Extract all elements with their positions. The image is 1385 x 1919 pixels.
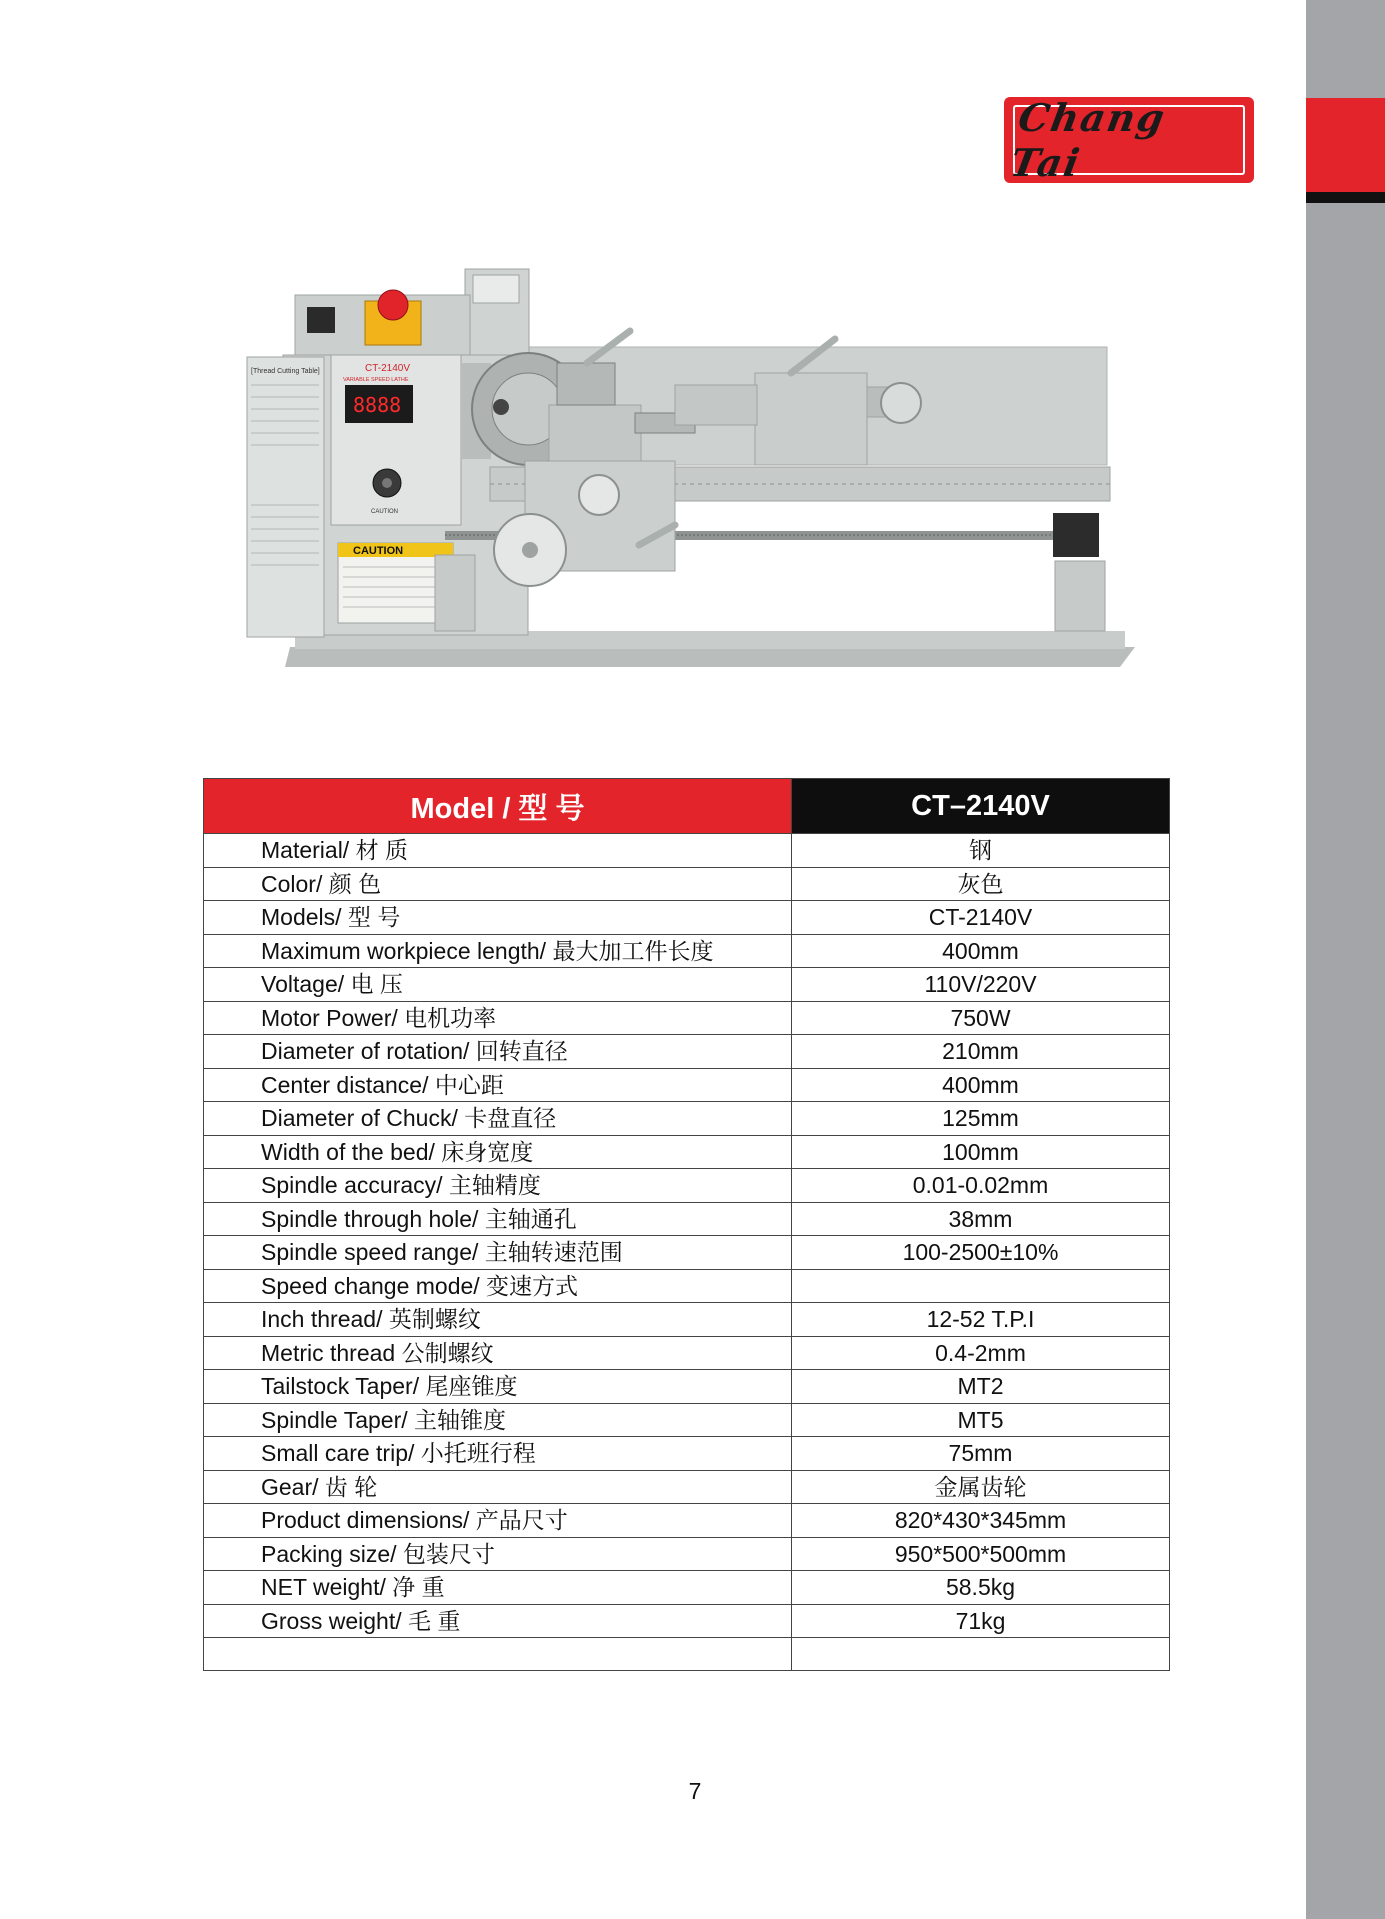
brand-logo-frame [1007,95,1245,185]
lathe-base-tray [285,647,1135,667]
spec-value: 38mm [792,1202,1170,1236]
bed-leg-left [435,555,475,631]
spec-label: Maximum workpiece length/ 最大加工件长度 [204,934,792,968]
spec-label: Packing size/ 包装尺寸 [204,1537,792,1571]
spec-value: 12-52 T.P.I [792,1303,1170,1337]
spec-value: 0.4-2mm [792,1336,1170,1370]
table-row [204,1035,1170,1069]
spec-value: 灰色 [792,867,1170,901]
selector-switch [307,307,335,333]
panel-subtitle: VARIABLE SPEED LATHE [343,377,409,383]
spec-value [792,1638,1170,1671]
spec-label: Motor Power/ 电机功率 [204,1001,792,1035]
table-row [204,1403,1170,1437]
table-row [204,1604,1170,1638]
spec-label: NET weight/ 净 重 [204,1571,792,1605]
table-row [204,968,1170,1002]
spec-value: 75mm [792,1437,1170,1471]
spec-label: Spindle speed range/ 主轴转速范围 [204,1236,792,1270]
table-row [204,1470,1170,1504]
spec-label: Voltage/ 电 压 [204,968,792,1002]
panel-caution-small: CAUTION [371,509,398,515]
spec-label: Center distance/ 中心距 [204,1068,792,1102]
spec-value: 71kg [792,1604,1170,1638]
table-row [204,1269,1170,1303]
spec-value: CT-2140V [792,901,1170,935]
spec-value: 58.5kg [792,1571,1170,1605]
bed-leg-right [1055,561,1105,631]
spec-label: Inch thread/ 英制螺纹 [204,1303,792,1337]
table-row [204,901,1170,935]
spec-value: 400mm [792,1068,1170,1102]
thread-table-label: [Thread Cutting Table] [251,368,320,375]
gear-cover-window [473,275,519,303]
spec-label: Gear/ 齿 轮 [204,1470,792,1504]
digital-display-digits: 8888 [353,393,402,417]
page-number: 7 [688,1778,702,1804]
table-row [204,1001,1170,1035]
leadscrew-end-block [1053,513,1099,557]
spec-value: 210mm [792,1035,1170,1069]
spec-value: 100-2500±10% [792,1236,1170,1270]
spec-label: Material/ 材 质 [204,834,792,868]
table-row-empty [204,1638,1170,1671]
spec-value: 110V/220V [792,968,1170,1002]
panel-model-label: CT-2140V [365,363,411,374]
tool-post [557,363,615,405]
spec-value: MT5 [792,1403,1170,1437]
table-row [204,1202,1170,1236]
tailstock [755,373,867,465]
table-row [204,1537,1170,1571]
spec-label: Models/ 型 号 [204,901,792,935]
spec-value: 0.01-0.02mm [792,1169,1170,1203]
side-bar [1306,0,1385,1919]
spec-label: Diameter of rotation/ 回转直径 [204,1035,792,1069]
spec-value: 100mm [792,1135,1170,1169]
brand-logo-text: Chang Tai [1007,95,1170,185]
table-row [204,1303,1170,1337]
spec-label: Spindle Taper/ 主轴锥度 [204,1403,792,1437]
spec-value [792,1269,1170,1303]
tailstock-handwheel [881,383,921,423]
table-row [204,1102,1170,1136]
table-row [204,867,1170,901]
spec-label: Gross weight/ 毛 重 [204,1604,792,1638]
spec-value: 950*500*500mm [792,1537,1170,1571]
spec-label: Small care trip/ 小托班行程 [204,1437,792,1471]
thread-table-plate [247,357,324,637]
brand-logo [1006,95,1252,185]
spec-value: 钢 [792,834,1170,868]
side-black-stripe [1306,192,1385,203]
spec-value: 820*430*345mm [792,1504,1170,1538]
table-row [204,1437,1170,1471]
spec-value: MT2 [792,1370,1170,1404]
emergency-stop-button [378,290,408,320]
spec-label: Tailstock Taper/ 尾座锥度 [204,1370,792,1404]
table-row [204,1370,1170,1404]
table-row [204,1135,1170,1169]
spec-value: 400mm [792,934,1170,968]
spec-value: 750W [792,1001,1170,1035]
spec-label: Diameter of Chuck/ 卡盘直径 [204,1102,792,1136]
spec-label: Width of the bed/ 床身宽度 [204,1135,792,1169]
lathe-machine-image [235,255,1135,675]
spec-label: Product dimensions/ 产品尺寸 [204,1504,792,1538]
table-row [204,1571,1170,1605]
spec-header-row [204,779,1170,834]
spec-label: Speed change mode/ 变速方式 [204,1269,792,1303]
spec-label: Metric thread 公制螺纹 [204,1336,792,1370]
spec-label [204,1638,792,1671]
spec-label: Color/ 颜 色 [204,867,792,901]
spec-header-value: CT–2140V [792,779,1170,834]
table-row [204,1169,1170,1203]
tailstock-quill [675,385,757,425]
spec-header-model: Model / 型 号 [204,779,792,834]
table-row [204,1336,1170,1370]
caution-label-text: CAUTION [353,545,404,557]
spec-label: Spindle through hole/ 主轴通孔 [204,1202,792,1236]
compound-rest [549,405,641,461]
spec-value: 125mm [792,1102,1170,1136]
spec-table [203,778,1170,1671]
table-row [204,834,1170,868]
spec-label: Spindle accuracy/ 主轴精度 [204,1169,792,1203]
spec-value: 金属齿轮 [792,1470,1170,1504]
side-red-marker [1306,98,1385,192]
cross-slide-handwheel [579,475,619,515]
table-row [204,1236,1170,1270]
table-row [204,1504,1170,1538]
table-row [204,934,1170,968]
table-row [204,1068,1170,1102]
